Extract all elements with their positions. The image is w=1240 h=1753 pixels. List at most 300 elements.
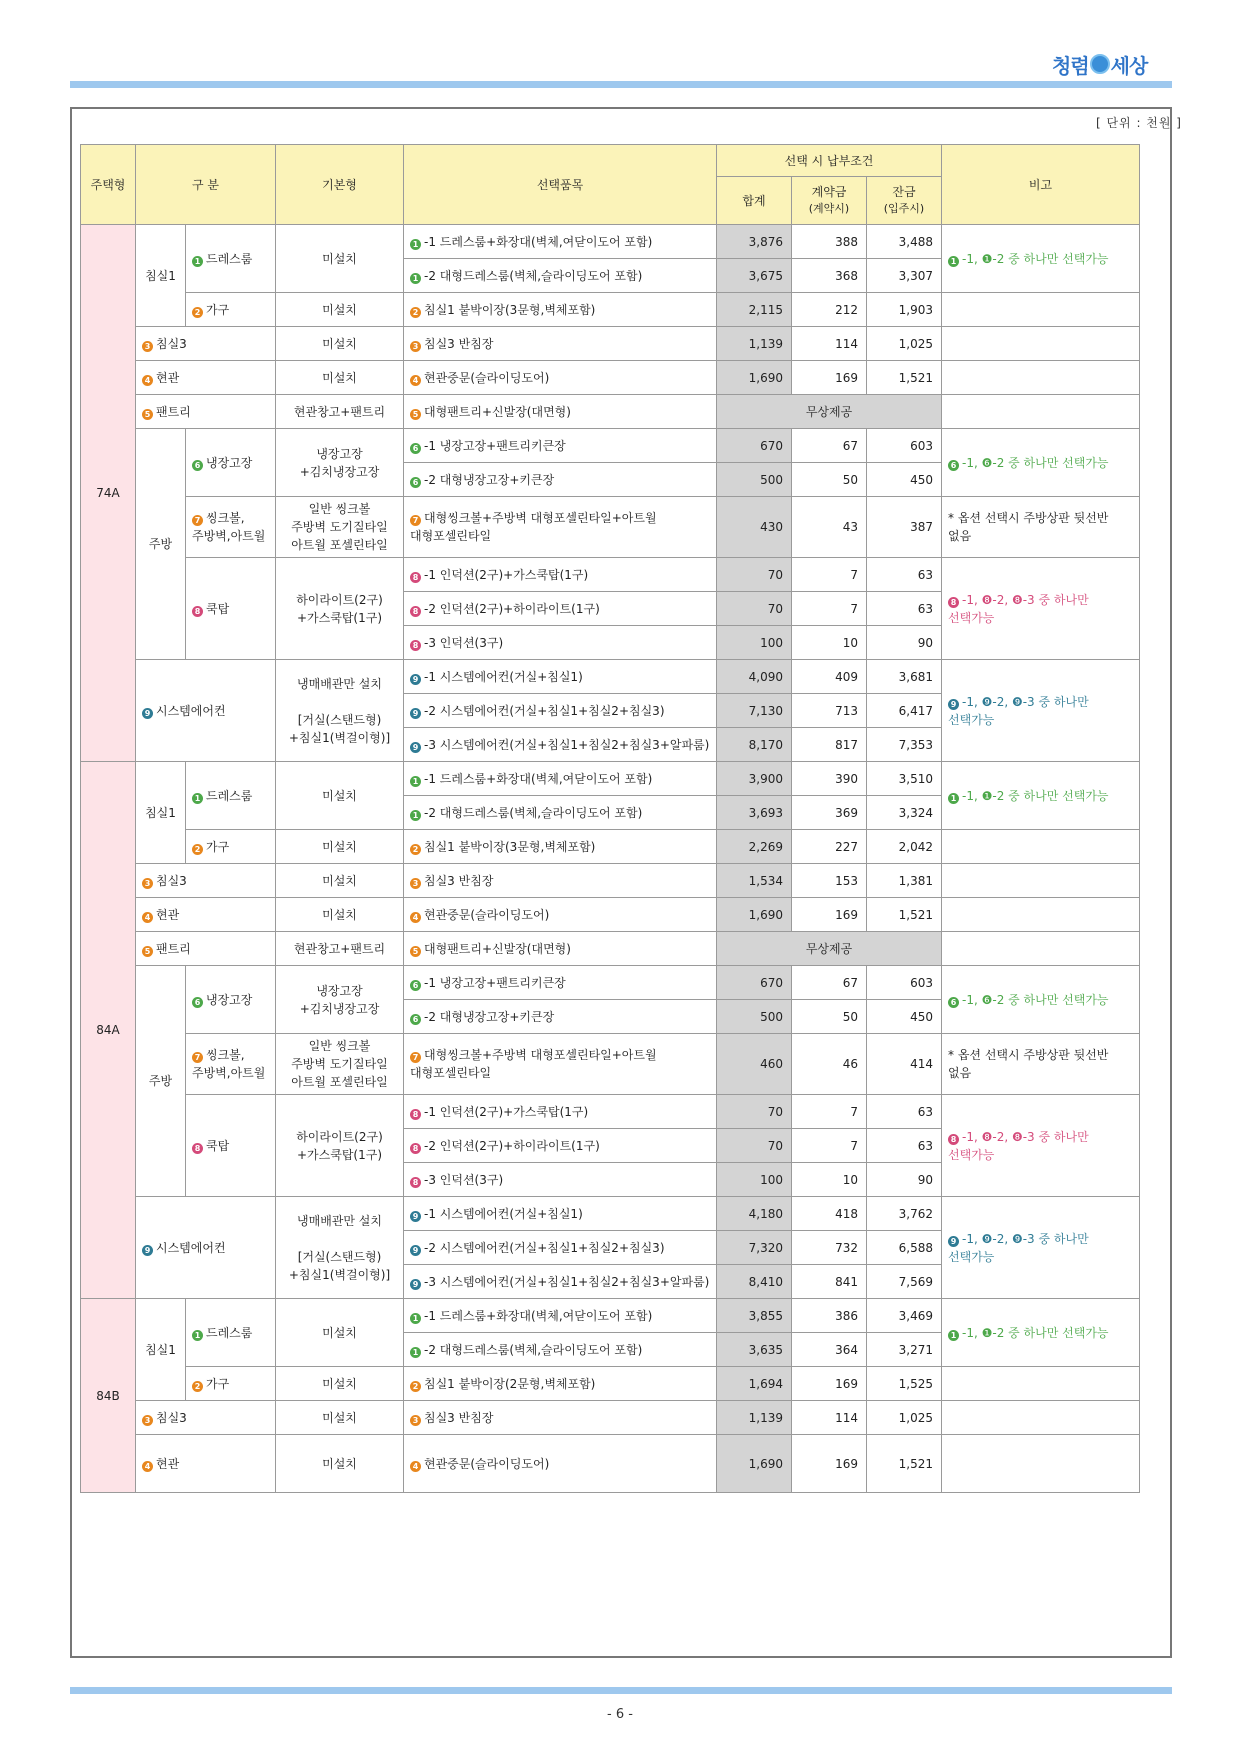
total-cell: 3,693 <box>717 796 792 830</box>
unit-type: 84A <box>81 762 136 1299</box>
option-text: 침실1 붙박이장(2문형,벽체포함) <box>424 1376 596 1391</box>
option-cell <box>404 463 717 497</box>
category-label: 팬트리 <box>156 941 191 956</box>
option-cell <box>404 830 717 864</box>
category-cell <box>186 293 276 327</box>
number-6-icon: 6 <box>410 1014 421 1025</box>
basic-cell: 미설치 <box>276 1299 404 1367</box>
globe-icon <box>1090 54 1110 74</box>
total-cell: 1,690 <box>717 898 792 932</box>
balance-cell: 1,521 <box>867 898 942 932</box>
basic-cell: 미설치 <box>276 898 404 932</box>
balance-cell: 63 <box>867 1129 942 1163</box>
number-1-icon: 1 <box>410 273 421 284</box>
total-cell: 1,534 <box>717 864 792 898</box>
balance-cell: 3,681 <box>867 660 942 694</box>
basic-cell: 미설치 <box>276 293 404 327</box>
deposit-cell: 50 <box>792 463 867 497</box>
number-6-icon: 6 <box>192 460 203 471</box>
balance-cell: 3,469 <box>867 1299 942 1333</box>
table-row <box>81 864 1140 898</box>
note-cell <box>942 225 1140 293</box>
option-cell <box>404 932 717 966</box>
deposit-cell: 7 <box>792 1095 867 1129</box>
option-text: 현관중문(슬라이딩도어) <box>424 370 550 385</box>
basic-cell: 냉매배관만 설치 [거실(스탠드형) +침실1(벽걸이형)] <box>276 1197 404 1299</box>
note-text: -1, ❶-2 중 하나만 선택가능 <box>962 251 1109 266</box>
number-4-icon: 4 <box>410 912 421 923</box>
deposit-cell: 7 <box>792 558 867 592</box>
page-number: - 6 - <box>607 1707 633 1722</box>
room-label: 침실1 <box>136 1299 186 1401</box>
option-cell <box>404 762 717 796</box>
option-text: 대형씽크볼+주방벽 대형포셀린타일+아트월 대형포셀린타일 <box>410 1048 657 1080</box>
note-cell <box>942 327 1140 361</box>
note-cell <box>942 1197 1140 1299</box>
balance-cell: 63 <box>867 1095 942 1129</box>
category-cell <box>186 429 276 497</box>
note-cell <box>942 966 1140 1034</box>
number-3-icon: 3 <box>410 341 421 352</box>
balance-cell: 603 <box>867 966 942 1000</box>
option-text: -1 드레스룸+화장대(벽체,여닫이도어 포함) <box>424 234 653 249</box>
option-text: 침실3 반침장 <box>424 873 494 888</box>
logo-text-left: 청렴 <box>1052 53 1089 78</box>
note-cell <box>942 864 1140 898</box>
deposit-cell: 46 <box>792 1034 867 1095</box>
option-text: -3 시스템에어컨(거실+침실1+침실2+침실3+알파룸) <box>424 737 710 752</box>
option-text: -2 시스템에어컨(거실+침실1+침실2+침실3) <box>424 1240 665 1255</box>
balance-cell: 7,569 <box>867 1265 942 1299</box>
category-label: 드레스룸 <box>206 788 253 803</box>
option-cell <box>404 1299 717 1333</box>
total-cell: 100 <box>717 626 792 660</box>
category-label: 현관 <box>156 370 180 385</box>
option-cell <box>404 1129 717 1163</box>
number-5-icon: 5 <box>410 946 421 957</box>
number-9-icon: 9 <box>948 699 959 710</box>
total-cell: 100 <box>717 1163 792 1197</box>
number-7-icon: 7 <box>192 515 203 526</box>
category-label: 가구 <box>206 302 230 317</box>
logo-text-right: 세상 <box>1110 53 1148 78</box>
note-cell <box>942 1095 1140 1197</box>
option-text: 침실1 붙박이장(3문형,벽체포함) <box>424 839 596 854</box>
total-cell: 8,170 <box>717 728 792 762</box>
free-cell: 무상제공 <box>717 932 942 966</box>
basic-cell: 미설치 <box>276 762 404 830</box>
total-cell: 2,115 <box>717 293 792 327</box>
number-8-icon: 8 <box>410 640 421 651</box>
option-cell <box>404 660 717 694</box>
option-cell <box>404 796 717 830</box>
option-cell <box>404 898 717 932</box>
note-text: -1, ❻-2 중 하나만 선택가능 <box>962 992 1109 1007</box>
unit-label: [ 단위 : 천원 ] <box>1095 116 1182 130</box>
deposit-cell: 368 <box>792 259 867 293</box>
number-9-icon: 9 <box>410 1211 421 1222</box>
total-cell: 3,900 <box>717 762 792 796</box>
total-cell: 70 <box>717 592 792 626</box>
option-cell <box>404 1034 717 1095</box>
deposit-cell: 212 <box>792 293 867 327</box>
balance-cell: 3,488 <box>867 225 942 259</box>
number-9-icon: 9 <box>410 708 421 719</box>
basic-cell: 미설치 <box>276 830 404 864</box>
deposit-cell: 386 <box>792 1299 867 1333</box>
option-cell <box>404 395 717 429</box>
total-cell: 2,269 <box>717 830 792 864</box>
total-cell: 1,690 <box>717 361 792 395</box>
total-cell: 7,320 <box>717 1231 792 1265</box>
basic-cell: 하이라이트(2구) +가스쿡탑(1구) <box>276 558 404 660</box>
note-text: -1, ❻-2 중 하나만 선택가능 <box>962 455 1109 470</box>
note-text: -1, ❶-2 중 하나만 선택가능 <box>962 1325 1109 1340</box>
option-text: -1 인덕션(2구)+가스쿡탑(1구) <box>424 567 589 582</box>
deposit-cell: 7 <box>792 592 867 626</box>
basic-cell: 미설치 <box>276 1435 404 1493</box>
number-9-icon: 9 <box>410 674 421 685</box>
options-table <box>80 144 1140 1493</box>
table-row <box>81 966 1140 1000</box>
number-1-icon: 1 <box>410 1313 421 1324</box>
option-text: 침실1 붙박이장(3문형,벽체포함) <box>424 302 596 317</box>
number-6-icon: 6 <box>410 980 421 991</box>
header-type: 주택형 <box>81 145 136 225</box>
category-label: 침실3 <box>156 1410 187 1425</box>
balance-cell: 1,525 <box>867 1367 942 1401</box>
basic-cell: 미설치 <box>276 327 404 361</box>
balance-cell: 3,510 <box>867 762 942 796</box>
table-row <box>81 361 1140 395</box>
option-text: -2 대형냉장고장+키큰장 <box>424 1009 555 1024</box>
category-label: 씽크볼, 주방벽,아트월 <box>192 1048 266 1080</box>
number-9-icon: 9 <box>410 1279 421 1290</box>
deposit-cell: 114 <box>792 1401 867 1435</box>
deposit-cell: 227 <box>792 830 867 864</box>
total-cell: 1,690 <box>717 1435 792 1493</box>
deposit-cell: 169 <box>792 898 867 932</box>
total-cell: 670 <box>717 429 792 463</box>
number-1-icon: 1 <box>192 256 203 267</box>
category-cell <box>186 497 276 558</box>
number-5-icon: 5 <box>142 409 153 420</box>
note-text: -1, ❽-2, ❽-3 중 하나만 선택가능 <box>948 592 1089 625</box>
number-2-icon: 2 <box>410 1381 421 1392</box>
total-cell: 500 <box>717 1000 792 1034</box>
balance-cell: 3,307 <box>867 259 942 293</box>
deposit-cell: 169 <box>792 1367 867 1401</box>
number-1-icon: 1 <box>948 1330 959 1341</box>
balance-cell: 90 <box>867 1163 942 1197</box>
deposit-cell: 732 <box>792 1231 867 1265</box>
number-1-icon: 1 <box>410 776 421 787</box>
deposit-cell: 153 <box>792 864 867 898</box>
number-6-icon: 6 <box>192 997 203 1008</box>
balance-cell: 7,353 <box>867 728 942 762</box>
balance-cell: 1,521 <box>867 361 942 395</box>
note-cell <box>942 395 1140 429</box>
note-cell <box>942 429 1140 497</box>
deposit-cell: 713 <box>792 694 867 728</box>
option-cell <box>404 1333 717 1367</box>
number-3-icon: 3 <box>142 341 153 352</box>
note-cell <box>942 830 1140 864</box>
balance-cell: 450 <box>867 1000 942 1034</box>
balance-cell: 1,025 <box>867 327 942 361</box>
option-text: -3 시스템에어컨(거실+침실1+침실2+침실3+알파룸) <box>424 1274 710 1289</box>
room-label: 주방 <box>136 429 186 660</box>
number-2-icon: 2 <box>192 844 203 855</box>
basic-cell: 현관창고+팬트리 <box>276 932 404 966</box>
total-cell: 1,694 <box>717 1367 792 1401</box>
deposit-cell: 418 <box>792 1197 867 1231</box>
number-1-icon: 1 <box>948 256 959 267</box>
table-row <box>81 932 1140 966</box>
number-6-icon: 6 <box>948 997 959 1008</box>
option-cell <box>404 694 717 728</box>
number-1-icon: 1 <box>948 793 959 804</box>
category-cell <box>186 1299 276 1367</box>
option-text: -1 드레스룸+화장대(벽체,여닫이도어 포함) <box>424 1308 653 1323</box>
option-text: -2 대형드레스룸(벽체,슬라이딩도어 포함) <box>424 1342 643 1357</box>
balance-cell: 1,521 <box>867 1435 942 1493</box>
number-3-icon: 3 <box>410 1415 421 1426</box>
table-row <box>81 429 1140 463</box>
category-label: 시스템에어컨 <box>156 1240 226 1255</box>
balance-cell: 387 <box>867 497 942 558</box>
room-label: 침실1 <box>136 762 186 864</box>
header-category: 구 분 <box>136 145 276 225</box>
balance-cell: 3,762 <box>867 1197 942 1231</box>
category-cell <box>186 966 276 1034</box>
option-cell <box>404 429 717 463</box>
number-3-icon: 3 <box>410 878 421 889</box>
bottom-rule <box>70 1687 1172 1694</box>
note-cell <box>942 293 1140 327</box>
header-deposit: 계약금 (계약시) <box>792 177 867 225</box>
total-cell: 3,876 <box>717 225 792 259</box>
total-cell: 70 <box>717 558 792 592</box>
table-row <box>81 898 1140 932</box>
number-8-icon: 8 <box>948 597 959 608</box>
number-8-icon: 8 <box>410 1177 421 1188</box>
deposit-cell: 7 <box>792 1129 867 1163</box>
number-1-icon: 1 <box>192 1330 203 1341</box>
total-cell: 3,675 <box>717 259 792 293</box>
note-cell <box>942 1367 1140 1401</box>
option-text: -1 냉장고장+팬트리키큰장 <box>424 975 566 990</box>
basic-cell: 미설치 <box>276 361 404 395</box>
deposit-cell: 50 <box>792 1000 867 1034</box>
balance-cell: 63 <box>867 592 942 626</box>
number-7-icon: 7 <box>410 1052 421 1063</box>
basic-cell: 냉장고장 +김치냉장고장 <box>276 966 404 1034</box>
number-3-icon: 3 <box>142 878 153 889</box>
option-text: -3 인덕션(3구) <box>424 1172 504 1187</box>
category-cell <box>186 1095 276 1197</box>
option-cell <box>404 327 717 361</box>
total-cell: 70 <box>717 1095 792 1129</box>
option-cell <box>404 259 717 293</box>
option-text: -1 시스템에어컨(거실+침실1) <box>424 669 583 684</box>
balance-cell: 3,271 <box>867 1333 942 1367</box>
total-cell: 70 <box>717 1129 792 1163</box>
option-text: -1 드레스룸+화장대(벽체,여닫이도어 포함) <box>424 771 653 786</box>
number-9-icon: 9 <box>410 742 421 753</box>
category-cell <box>136 1435 276 1493</box>
note-cell: * 옵션 선택시 주방상판 뒷선반 없음 <box>942 1034 1140 1095</box>
number-1-icon: 1 <box>410 239 421 250</box>
category-cell <box>186 830 276 864</box>
category-label: 가구 <box>206 1376 230 1391</box>
header-note: 비고 <box>942 145 1140 225</box>
note-cell <box>942 762 1140 830</box>
option-text: 침실3 반침장 <box>424 1410 494 1425</box>
number-2-icon: 2 <box>410 307 421 318</box>
category-cell <box>186 225 276 293</box>
header-payment: 선택 시 납부조건 <box>717 145 942 177</box>
category-cell <box>186 762 276 830</box>
category-cell <box>136 898 276 932</box>
option-cell <box>404 1265 717 1299</box>
table-row <box>81 293 1140 327</box>
option-cell <box>404 966 717 1000</box>
number-8-icon: 8 <box>410 572 421 583</box>
logo <box>1052 46 1162 82</box>
option-text: -2 인덕션(2구)+하이라이트(1구) <box>424 1138 600 1153</box>
number-8-icon: 8 <box>410 1109 421 1120</box>
deposit-cell: 67 <box>792 429 867 463</box>
basic-cell: 미설치 <box>276 225 404 293</box>
header-balance: 잔금 (입주시) <box>867 177 942 225</box>
number-8-icon: 8 <box>410 606 421 617</box>
option-cell <box>404 497 717 558</box>
option-cell <box>404 1163 717 1197</box>
category-cell <box>136 327 276 361</box>
category-label: 씽크볼, 주방벽,아트월 <box>192 511 266 543</box>
table-row <box>81 660 1140 694</box>
category-cell <box>186 1034 276 1095</box>
number-1-icon: 1 <box>410 810 421 821</box>
deposit-cell: 841 <box>792 1265 867 1299</box>
option-cell <box>404 558 717 592</box>
total-cell: 460 <box>717 1034 792 1095</box>
total-cell: 500 <box>717 463 792 497</box>
option-text: 대형씽크볼+주방벽 대형포셀린타일+아트월 대형포셀린타일 <box>410 511 657 543</box>
number-9-icon: 9 <box>142 1245 153 1256</box>
number-3-icon: 3 <box>142 1415 153 1426</box>
table-row <box>81 762 1140 796</box>
category-cell <box>136 361 276 395</box>
basic-cell: 일반 씽크볼 주방벽 도기질타일 아트월 포셀린타일 <box>276 1034 404 1095</box>
category-cell <box>136 864 276 898</box>
category-label: 침실3 <box>156 336 187 351</box>
total-cell: 670 <box>717 966 792 1000</box>
number-5-icon: 5 <box>410 409 421 420</box>
balance-cell: 1,381 <box>867 864 942 898</box>
option-text: 현관중문(슬라이딩도어) <box>424 1456 550 1471</box>
number-8-icon: 8 <box>410 1143 421 1154</box>
category-label: 냉장고장 <box>206 992 253 1007</box>
number-6-icon: 6 <box>410 477 421 488</box>
number-8-icon: 8 <box>192 1143 203 1154</box>
table-row <box>81 225 1140 259</box>
note-text: -1, ❾-2, ❾-3 중 하나만 선택가능 <box>948 1231 1089 1264</box>
category-cell <box>136 1401 276 1435</box>
option-text: 대형팬트리+신발장(대면형) <box>424 941 571 956</box>
number-4-icon: 4 <box>142 1461 153 1472</box>
table-row <box>81 1197 1140 1231</box>
table-row <box>81 1034 1140 1095</box>
option-text: -2 대형냉장고장+키큰장 <box>424 472 555 487</box>
option-cell <box>404 1000 717 1034</box>
basic-cell: 미설치 <box>276 864 404 898</box>
basic-cell: 냉장고장 +김치냉장고장 <box>276 429 404 497</box>
deposit-cell: 10 <box>792 626 867 660</box>
option-text: 현관중문(슬라이딩도어) <box>424 907 550 922</box>
top-rule <box>70 81 1172 88</box>
option-cell <box>404 592 717 626</box>
number-7-icon: 7 <box>410 515 421 526</box>
option-text: -1 인덕션(2구)+가스쿡탑(1구) <box>424 1104 589 1119</box>
room-label: 주방 <box>136 966 186 1197</box>
note-cell <box>942 1435 1140 1493</box>
number-2-icon: 2 <box>410 844 421 855</box>
deposit-cell: 409 <box>792 660 867 694</box>
balance-cell: 414 <box>867 1034 942 1095</box>
header-total: 합계 <box>717 177 792 225</box>
option-cell <box>404 293 717 327</box>
balance-cell: 1,903 <box>867 293 942 327</box>
category-label: 침실3 <box>156 873 187 888</box>
option-cell <box>404 1231 717 1265</box>
category-cell <box>186 1367 276 1401</box>
number-2-icon: 2 <box>192 307 203 318</box>
table-row <box>81 1435 1140 1493</box>
option-text: -1 시스템에어컨(거실+침실1) <box>424 1206 583 1221</box>
option-text: -2 대형드레스룸(벽체,슬라이딩도어 포함) <box>424 805 643 820</box>
category-label: 팬트리 <box>156 404 191 419</box>
category-label: 쿡탑 <box>206 601 230 616</box>
note-cell <box>942 558 1140 660</box>
number-4-icon: 4 <box>410 375 421 386</box>
header-basic: 기본형 <box>276 145 404 225</box>
note-text: -1, ❾-2, ❾-3 중 하나만 선택가능 <box>948 694 1089 727</box>
option-cell <box>404 626 717 660</box>
number-9-icon: 9 <box>142 708 153 719</box>
deposit-cell: 114 <box>792 327 867 361</box>
balance-cell: 6,588 <box>867 1231 942 1265</box>
note-cell: * 옵션 선택시 주방상판 뒷선반 없음 <box>942 497 1140 558</box>
total-cell: 1,139 <box>717 327 792 361</box>
table-row <box>81 1367 1140 1401</box>
category-label: 시스템에어컨 <box>156 703 226 718</box>
number-4-icon: 4 <box>142 912 153 923</box>
free-cell: 무상제공 <box>717 395 942 429</box>
table-row <box>81 497 1140 558</box>
number-9-icon: 9 <box>948 1236 959 1247</box>
category-cell <box>136 932 276 966</box>
table-row <box>81 327 1140 361</box>
note-cell <box>942 361 1140 395</box>
category-label: 냉장고장 <box>206 455 253 470</box>
deposit-cell: 169 <box>792 1435 867 1493</box>
deposit-cell: 169 <box>792 361 867 395</box>
note-text: -1, ❽-2, ❽-3 중 하나만 선택가능 <box>948 1129 1089 1162</box>
table-row <box>81 558 1140 592</box>
unit-type: 74A <box>81 225 136 762</box>
